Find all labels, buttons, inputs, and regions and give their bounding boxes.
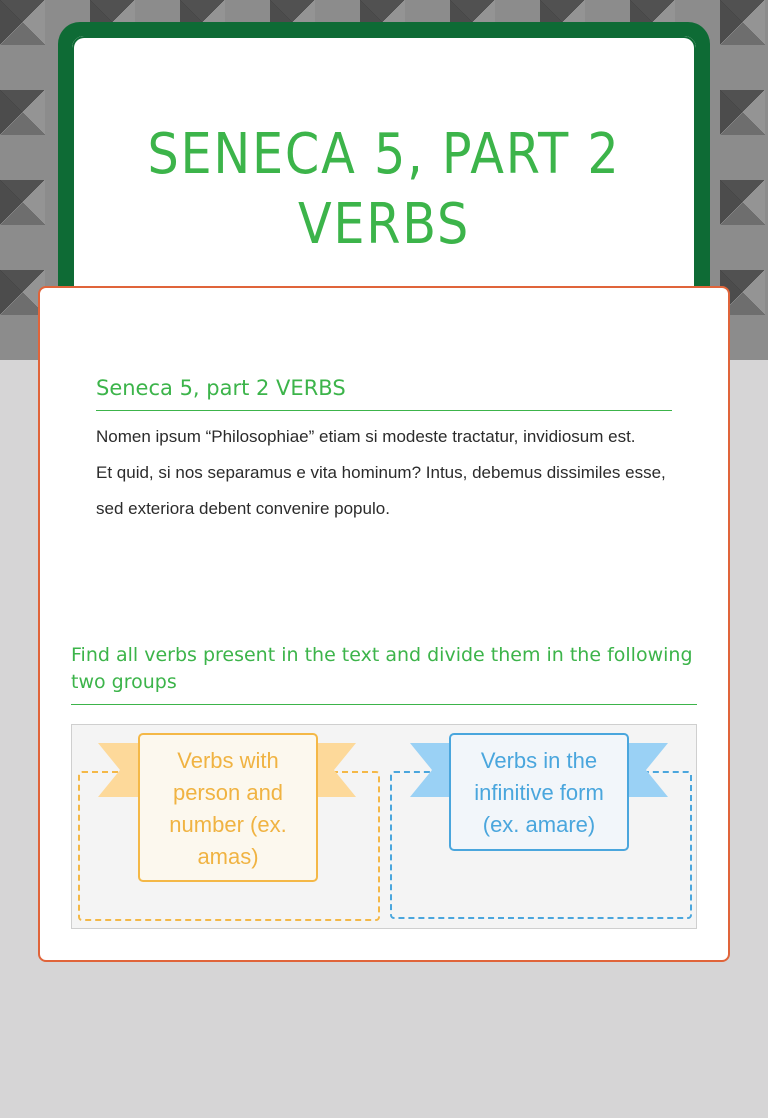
- section-heading: Seneca 5, part 2 VERBS: [96, 376, 672, 411]
- title-card-inner: [72, 36, 696, 322]
- page-title-line-1: SENECA 5, PART 2: [147, 122, 621, 187]
- task-heading: Find all verbs present in the text and divide them in the following two groups: [71, 642, 697, 705]
- title-card: [58, 22, 710, 322]
- group-label-infinitive: Verbs in the infinitive form (ex. amare): [449, 733, 629, 851]
- content-card: [38, 286, 730, 962]
- paragraph-3: sed exteriora debent convenire populo.: [96, 499, 390, 518]
- sorting-activity: [71, 724, 697, 929]
- paragraph-2: Et quid, si nos separamus e vita hominum? Intus, debemus dissimiles esse,: [96, 463, 666, 482]
- page-title: [109, 120, 658, 260]
- page-title-line-2: VERBS: [297, 192, 471, 257]
- paragraph-1: Nomen ipsum “Philosophiae” etiam si modeste tractatur, invidiosum est.: [96, 427, 636, 446]
- group-label-person-number: Verbs with person and number (ex. amas): [138, 733, 318, 882]
- latin-text: [96, 424, 676, 532]
